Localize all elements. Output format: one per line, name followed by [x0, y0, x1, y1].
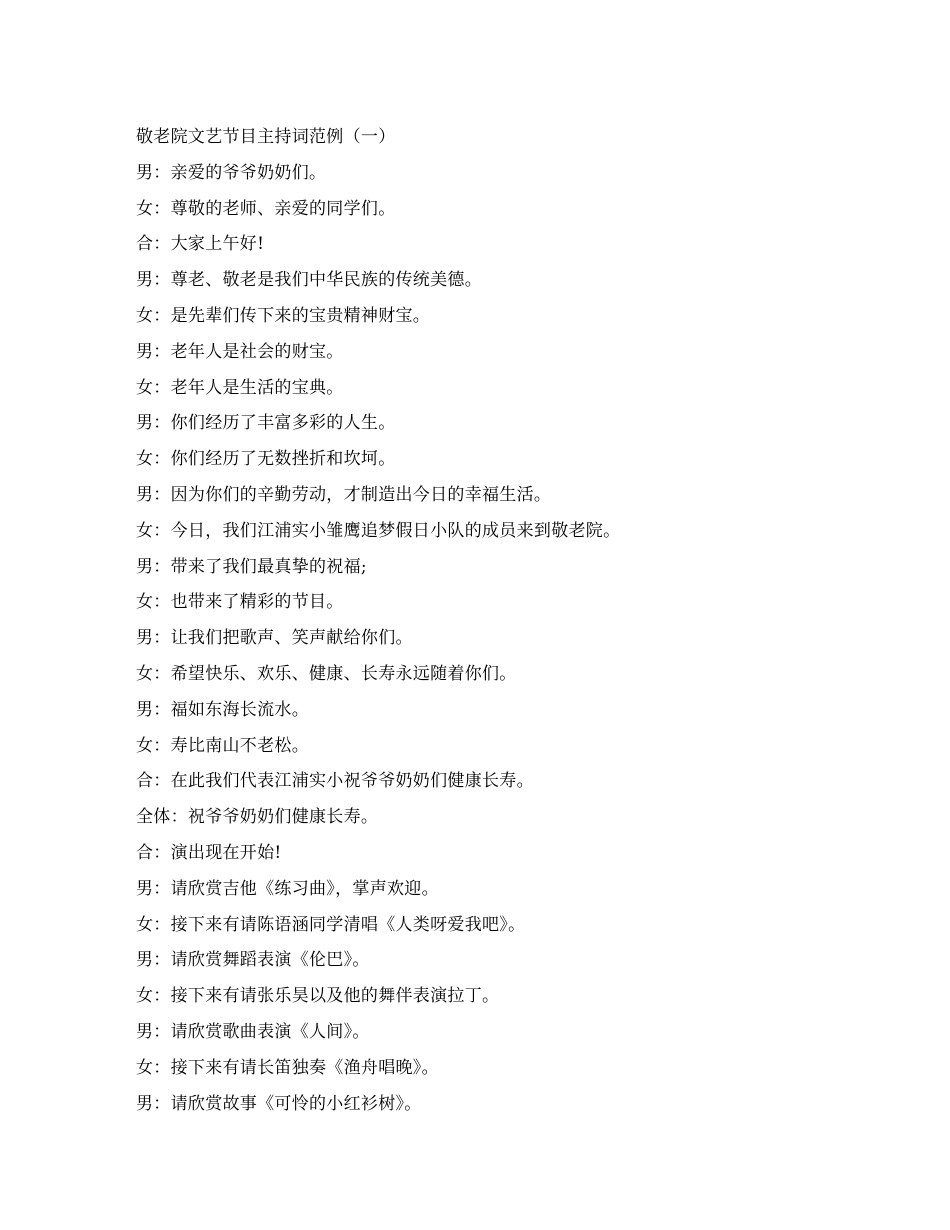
- script-line: 女：接下来有请陈语涵同学清唱《人类呀爱我吧》。: [136, 914, 526, 935]
- script-line: 合：演出现在开始!: [136, 842, 282, 863]
- script-line: 合：在此我们代表江浦实小祝爷爷奶奶们健康长寿。: [136, 771, 534, 792]
- script-line: 男：你们经历了丰富多彩的人生。: [136, 413, 396, 434]
- script-line: 女：尊敬的老师、亲爱的同学们。: [136, 198, 396, 219]
- script-line: 男：带来了我们最真挚的祝福;: [136, 556, 367, 577]
- script-line: 男：请欣赏故事《可怜的小红衫树》。: [136, 1093, 422, 1114]
- script-line: 男：亲爱的爷爷奶奶们。: [136, 162, 327, 183]
- script-line: 男：让我们把歌声、笑声献给你们。: [136, 628, 413, 649]
- script-line: 男：请欣赏吉他《练习曲》，掌声欢迎。: [136, 878, 439, 899]
- script-line: 女：老年人是生活的宝典。: [136, 377, 344, 398]
- script-line: 男：请欣赏舞蹈表演《伦巴》。: [136, 950, 370, 971]
- script-line: 女：寿比南山不老松。: [136, 735, 309, 756]
- script-line: 女：希望快乐、欢乐、健康、长寿永远随着你们。: [136, 663, 517, 684]
- script-line: 男：尊老、敬老是我们中华民族的传统美德。: [136, 270, 482, 291]
- script-line: 全体：祝爷爷奶奶们健康长寿。: [136, 807, 379, 828]
- script-line: 男：请欣赏歌曲表演《人间》。: [136, 1021, 370, 1042]
- document-title: 敬老院文艺节目主持词范例（一）: [136, 127, 396, 147]
- script-line: 女：接下来有请张乐昊以及他的舞伴表演拉丁。: [136, 986, 500, 1007]
- script-line: 女：接下来有请长笛独奏《渔舟唱晚》。: [136, 1057, 439, 1078]
- script-line: 男：福如东海长流水。: [136, 699, 309, 720]
- script-line: 男：因为你们的辛勤劳动，才制造出今日的幸福生活。: [136, 484, 552, 505]
- script-line: 女：也带来了精彩的节目。: [136, 592, 344, 613]
- script-line: 男：老年人是社会的财宝。: [136, 341, 344, 362]
- script-line: 女：你们经历了无数挫折和坎坷。: [136, 449, 396, 470]
- document-body: [136, 120, 896, 1122]
- script-line: 女：今日，我们江浦实小雏鹰追梦假日小队的成员来到敬老院。: [136, 520, 621, 541]
- script-line: 合：大家上午好!: [136, 234, 265, 255]
- script-line: 女：是先辈们传下来的宝贵精神财宝。: [136, 305, 431, 326]
